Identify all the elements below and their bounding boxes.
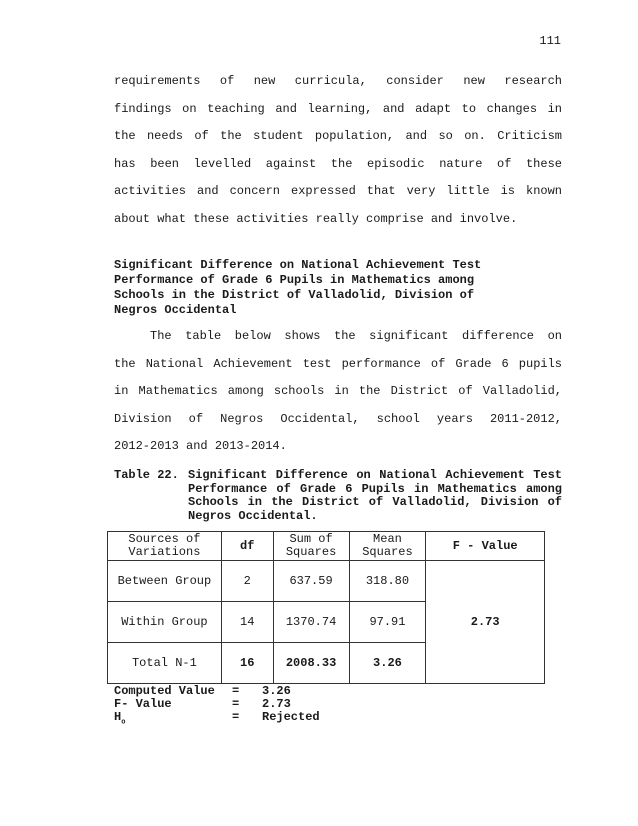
hypothesis-subscript: o — [121, 718, 126, 727]
text-line: requirements of new curricula, consider new research — [114, 74, 562, 88]
text-line: Division of Negros Occidental, school years 2011-2012, — [114, 411, 562, 426]
cell-source: Between Group — [108, 561, 222, 602]
table-caption — [114, 469, 562, 523]
header-mean-squares: Mean Squares — [349, 532, 426, 561]
heading-line: Performance of Grade 6 Pupils in Mathematics among — [114, 273, 475, 287]
text-line: about what these activities really comprise and involve. — [114, 211, 518, 226]
result-equals: = — [232, 684, 240, 698]
cell-f-value: 2.73 — [426, 561, 545, 684]
heading-line: Schools in the District of Valladolid, Division of — [114, 288, 475, 302]
heading-line: Significant Difference on National Achievement Test — [114, 258, 482, 272]
cell-sum: 2008.33 — [273, 643, 349, 684]
hypothesis-symbol: H — [114, 710, 122, 724]
heading-line: Negros Occidental — [114, 303, 237, 317]
cell-df: 14 — [221, 602, 273, 643]
table-caption-label: Table 22. — [114, 468, 179, 482]
text-line: the needs of the student population, and so on. Criticism — [114, 129, 562, 143]
table-header-row — [108, 532, 545, 561]
results-summary — [114, 685, 320, 729]
result-hypothesis — [114, 711, 320, 729]
text-line: the National Achievement test performance of Grade 6 pupils — [114, 356, 562, 371]
header-df: df — [221, 532, 273, 561]
text-line: in Mathematics among schools in the District of Valladolid, — [114, 384, 562, 398]
result-label — [114, 711, 232, 729]
table-row — [108, 561, 545, 602]
cell-sum: 1370.74 — [273, 602, 349, 643]
result-label: F- Value — [114, 697, 172, 711]
result-label: Computed Value — [114, 684, 215, 698]
header-sources: Sources of Variations — [108, 532, 222, 561]
cell-df: 2 — [221, 561, 273, 602]
cell-df: 16 — [221, 643, 273, 684]
text-line: The table below shows the significant difference on — [150, 329, 562, 343]
cell-mean: 318.80 — [349, 561, 426, 602]
result-equals: = — [232, 710, 240, 724]
header-f-value: F - Value — [426, 532, 545, 561]
cell-source: Total N-1 — [108, 643, 222, 684]
header-sum-of-squares: Sum of Squares — [273, 532, 349, 561]
body-paragraph-2 — [114, 329, 562, 467]
result-value: 2.73 — [262, 697, 291, 711]
cell-mean: 3.26 — [349, 643, 426, 684]
section-heading — [114, 258, 534, 318]
cell-source: Within Group — [108, 602, 222, 643]
result-equals: = — [232, 697, 240, 711]
cell-mean: 97.91 — [349, 602, 426, 643]
text-line: 2012-2013 and 2013-2014. — [114, 439, 287, 453]
table-caption-text: Significant Difference on National Achievement Test Performance of Grade 6 Pupils in Mathematics among Schools in the District of Valladolid, Division of Negros Occidental. — [188, 468, 562, 523]
result-value: 3.26 — [262, 684, 291, 698]
cell-sum: 637.59 — [273, 561, 349, 602]
anova-table — [107, 531, 545, 684]
page-number: 111 — [539, 34, 561, 48]
text-line: findings on teaching and learning, and adapt to changes in — [114, 101, 562, 116]
text-line: has been levelled against the episodic nature of these — [114, 156, 562, 171]
body-paragraph-1 — [114, 74, 562, 239]
text-line: activities and concern expressed that very little is known — [114, 184, 562, 198]
result-value: Rejected — [262, 710, 320, 724]
